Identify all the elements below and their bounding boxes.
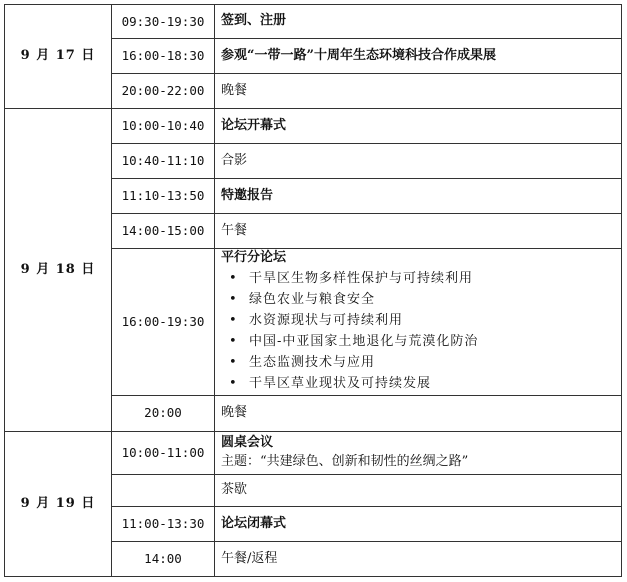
time-cell: 20:00 [112, 395, 215, 431]
event-cell: 参观“一带一路”十周年生态环境科技合作成果展 [215, 39, 622, 74]
event-cell: 签到、注册 [215, 5, 622, 39]
event-cell: 论坛闭幕式 [215, 506, 622, 541]
time-cell: 16:00-19:30 [112, 249, 215, 395]
time-cell: 16:00-18:30 [112, 39, 215, 74]
time-cell: 14:00-15:00 [112, 214, 215, 249]
event-cell: 合影 [215, 144, 622, 179]
event-cell: 茶歇 [215, 474, 622, 506]
event-cell: 特邀报告 [215, 179, 622, 214]
day-label: 9 月 17 日 [5, 5, 112, 109]
table-row [5, 431, 622, 474]
list-item: • 绿色农业与粮食安全 [221, 289, 615, 310]
event-cell: 晚餐 [215, 395, 622, 431]
event-cell [215, 249, 622, 395]
event-cell: 午餐 [215, 214, 622, 249]
agenda-table [4, 4, 622, 577]
round-table-title: 圆桌会议 [221, 435, 274, 451]
list-item: • 干旱区草业现状及可持续发展 [221, 373, 615, 394]
table-row [5, 109, 622, 144]
day-label: 9 月 18 日 [5, 109, 112, 432]
time-cell: 09:30-19:30 [112, 5, 215, 39]
event-cell [215, 431, 622, 474]
time-cell: 10:00-10:40 [112, 109, 215, 144]
sub-forum-list [221, 268, 615, 394]
event-cell: 午餐/返程 [215, 541, 622, 576]
event-cell: 论坛开幕式 [215, 109, 622, 144]
day-label: 9 月 19 日 [5, 431, 112, 576]
time-cell: 10:00-11:00 [112, 431, 215, 474]
table-row [5, 5, 622, 39]
time-cell [112, 474, 215, 506]
list-item: • 干旱区生物多样性保护与可持续利用 [221, 268, 615, 289]
time-cell: 11:00-13:30 [112, 506, 215, 541]
list-item: • 水资源现状与可持续利用 [221, 310, 615, 331]
round-table-theme: 主题：“共建绿色、创新和韧性的丝绸之路” [221, 453, 469, 469]
list-item: • 生态监测技术与应用 [221, 352, 615, 373]
event-cell: 晚餐 [215, 74, 622, 109]
time-cell: 20:00-22:00 [112, 74, 215, 109]
parallel-forum-title: 平行分论坛 [221, 249, 287, 265]
list-item: • 中国-中亚国家土地退化与荒漠化防治 [221, 331, 615, 352]
time-cell: 14:00 [112, 541, 215, 576]
time-cell: 10:40-11:10 [112, 144, 215, 179]
time-cell: 11:10-13:50 [112, 179, 215, 214]
